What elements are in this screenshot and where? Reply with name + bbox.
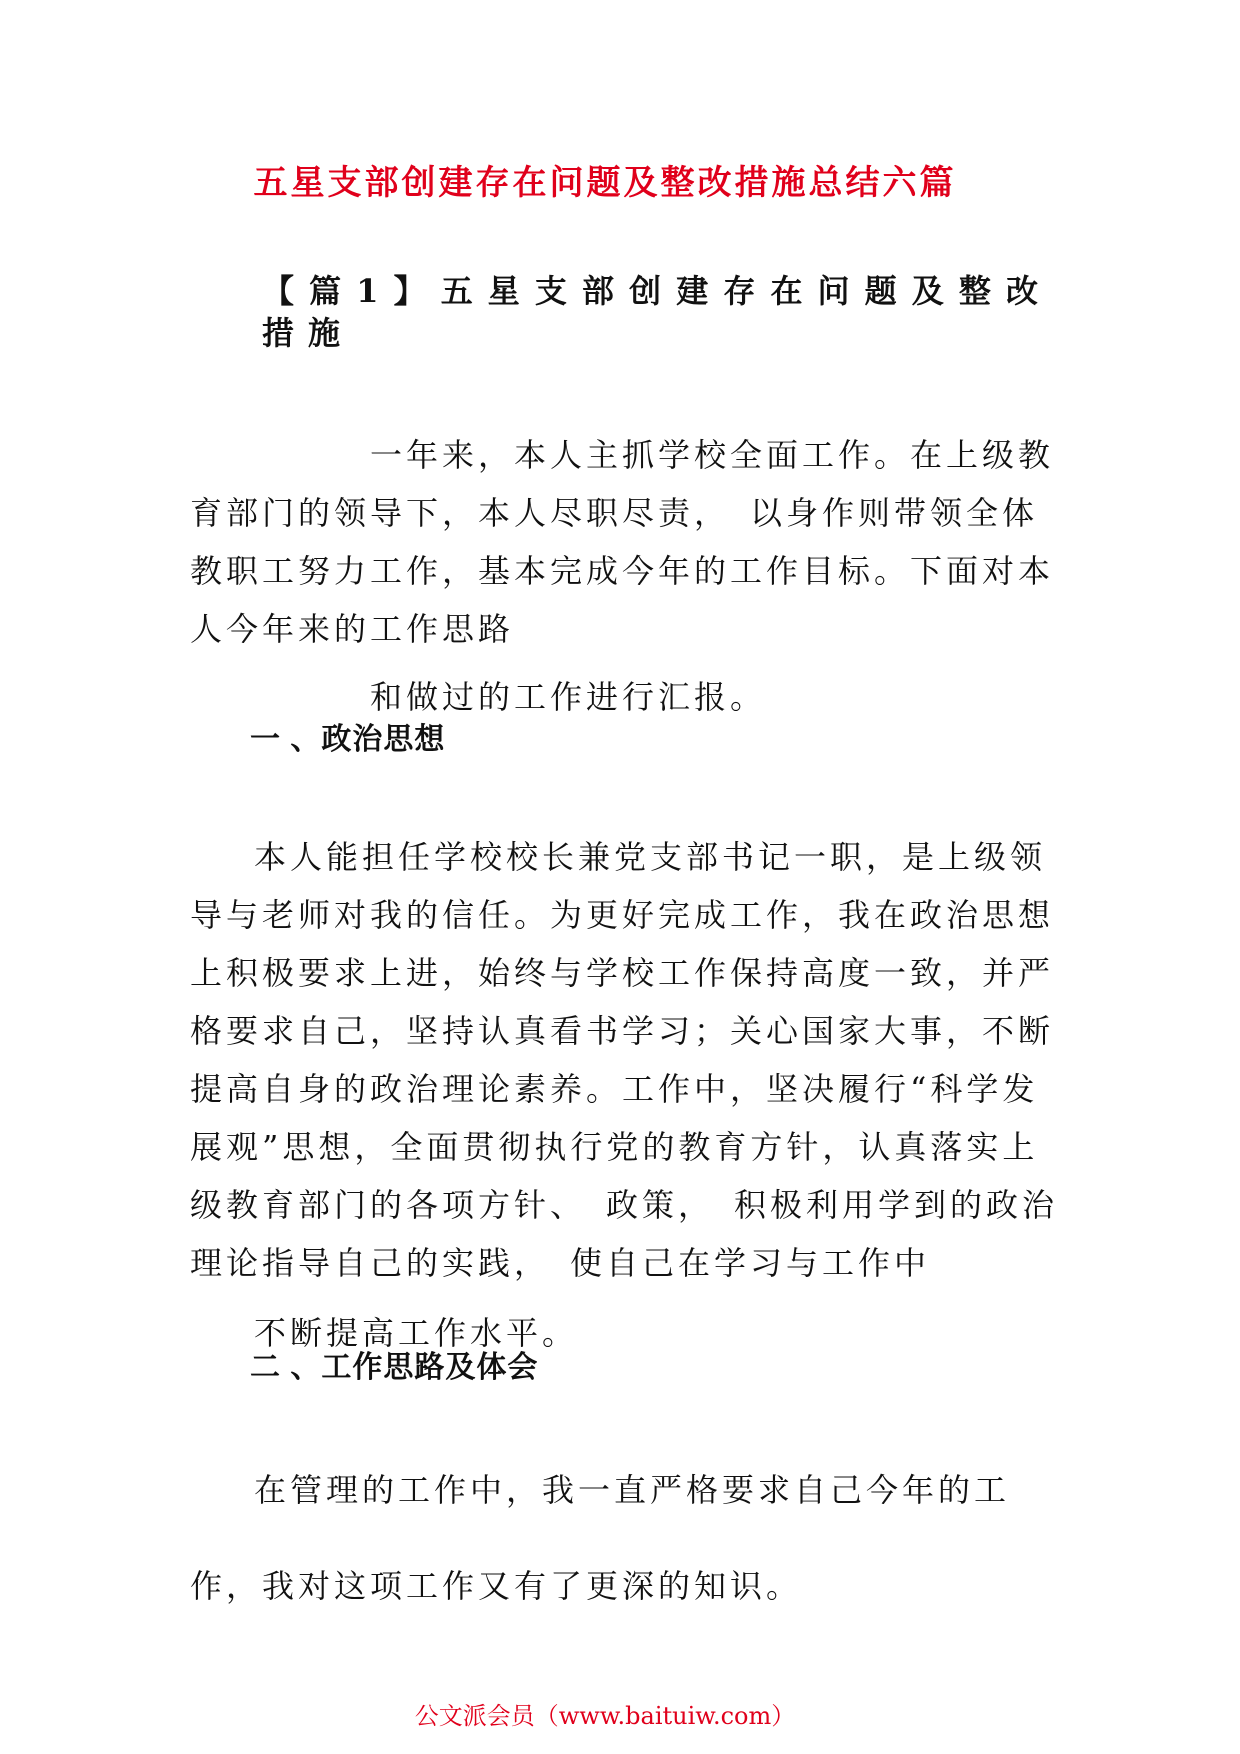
document-title: 五星支部创建存在问题及整改措施总结六篇 — [253, 163, 957, 203]
intro-paragraph-text: 一年来，本人主抓学校全面工作。在上级教育部门的领导下，本人尽职尽责， 以身作则带领全体教职工努力工作，基本完成今年的工作目标。下面对本人今年来的工作思路 — [190, 436, 1055, 648]
intro-paragraph — [190, 426, 1070, 726]
intro-paragraph-last-line: 和做过的工作进行汇报。 — [370, 678, 767, 716]
chapter-title: 【篇1】五星支部创建存在问题及整改措施 — [262, 272, 1052, 352]
footer-watermark: 公文派会员（www.baituiw.com） — [414, 1702, 796, 1730]
politics-paragraph — [190, 828, 1070, 1362]
section-heading-work-ideas: 二 、工作思路及体会 — [250, 1351, 539, 1384]
section-heading-politics: 一 、政治思想 — [250, 723, 446, 756]
politics-paragraph-last-line: 不断提高工作水平。 — [254, 1314, 579, 1352]
work-ideas-paragraph: 在管理的工作中，我一直严格要求自己今年的工作，我对这项工作又有了更深的知识。 — [190, 1471, 1011, 1605]
politics-paragraph-text: 本人能担任学校校长兼党支部书记一职，是上级领导与老师对我的信任。为更好完成工作，我在政治思想上积极要求上进，始终与学校工作保持高度一致，并严格要求自己，坚持认真看书学习；关心国家大事，不断提高自身的政治理论素养。工作中，坚决履行“科学发展观”思想，全面贯彻执行党的教育方针，认真落实上级教育部门的各项方针、 政策， 积极利用学到的政治理论指导自己的实践， 使自己在学习与工作中 — [190, 838, 1059, 1282]
